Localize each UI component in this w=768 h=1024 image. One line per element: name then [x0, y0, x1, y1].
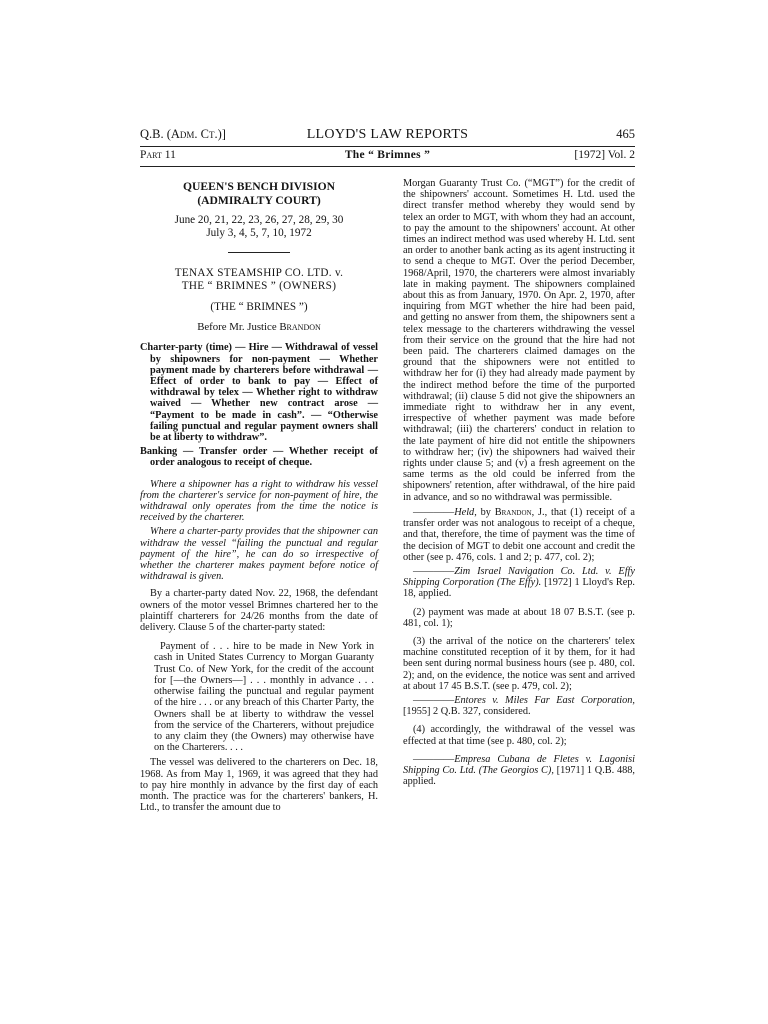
cited-case: Entores v. Miles Far East Corporation, — [454, 694, 635, 706]
part-label: Part 11 — [140, 149, 176, 161]
court-line-2: (ADMIRALTY COURT) — [197, 193, 321, 207]
cited-reference: [1971] 1 Q.B. 488, applied. — [403, 764, 635, 788]
holding-point: (4) accordingly, the withdrawal of the vessel was effected at that time (see p. 480, col. 2); — [403, 724, 635, 747]
facts-paragraph: The vessel was delivered to the charterers on Dec. 18, 1968. As from May 1, 1969, it was agreed that they had to pay hire monthly in advance by the first day of each month. The practice was for the charterers' bankers, H. Ltd., to transfer the amount due to — [140, 757, 378, 814]
report-title: LLOYD'S LAW REPORTS — [306, 127, 469, 142]
held-label: Held — [454, 506, 475, 518]
holding-point: (3) the arrival of the notice on the charterers' telex machine constituted reception of it by them, for it had been sent during normal business hours (see p. 480, col. 2); and, on the evidence, the notice was sent and arrived at about 17 45 B.S.T. (see p. 479, col. 2); — [403, 635, 635, 692]
year-volume: [1972] Vol. 2 — [574, 149, 635, 161]
dash: ———— — [413, 753, 455, 765]
clause-quote: Payment of . . . hire to be made in New York in cash in United States Currency to Morgan Guaranty Trust Co. of New York, for the credit of the account for [—the Owners—] . . . monthly in advance . . . otherwise failing the punctual and regular payment of the hire . . . or any breach of this Charter Party, the Owners shall be at liberty to withdraw the vessel from the service of the Charterers, without prejudice to any claim they (the Owners) may otherwise have on the Charterers. . . . — [154, 641, 374, 754]
headnote-paragraph: Where a charter-party provides that the shipowner can withdraw the vessel “failing the punctual and regular payment of the hire”, he can do so irrespective of whether the charterer makes payment before notice of withdrawal is given. — [140, 526, 378, 583]
citation — [403, 566, 635, 600]
cited-case: Zim Israel Navigation Co. Ltd. v. Effy Shipping Corporation (The Effy). — [403, 565, 635, 589]
cited-reference: [1972] 1 Lloyd's Rep. 18, applied. — [403, 577, 635, 600]
catchword-banking: Banking — Transfer order — Whether receipt of order analogous to receipt of cheque. — [140, 446, 378, 469]
left-column — [140, 178, 378, 816]
facts-paragraph: Morgan Guaranty Trust Co. (“MGT”) for the credit of the shipowners' account. Sometimes H. Ltd. used the direct transfer method whereby they would send by telex an order to MGT, with whom they had an account, to pay the amount to the shipowners' account. At other times an indirect method was used whereby H. Ltd. sent an order to another bank acting as its agent instructing it to send a cheque to MGT. Over the period December, 1968/April, 1970, the charterers were almost invariably late in making payment. The shipowners complained about this as from January, 1970. On Apr. 2, 1970, after inquiring from MGT whether the hire had been paid, and getting no answer from them, the shipowners sent a telex message to the charterers withdrawing the vessel from their service on the ground that the hire had not been paid. The charterers claimed damages on the ground that the shipowners were not entitled to withdraw her for (i) they had already made payment by the indirect method before the time of the purported withdrawal; (ii) clause 5 did not give the shipowners an immediate right to withdraw her in any event, irrespective of whether payment was made before withdrawal; (iii) the charterers' conduct in relation to the late payment of hire did not entitle the shipowners to withdraw her; (iv) the shipowners had waived their rights under clause 5; and (v) a fresh agreement on the same terms as the old could be inferred from the shipowners' retention, after withdrawal, of the hire paid in advance, and so no withdrawal was permissible. — [403, 178, 635, 503]
cited-case: Empresa Cubana de Fletes v. Lagonisi Shipping Co. Ltd. (The Georgios C), — [403, 753, 635, 776]
page-number: 465 — [616, 127, 635, 141]
divider — [228, 252, 290, 253]
parties-line-2: THE “ BRIMNES ” (OWNERS) — [181, 280, 337, 292]
parties — [140, 267, 378, 293]
subheader-rule — [140, 166, 635, 167]
parties-line-1: TENAX STEAMSHIP CO. LTD. v. — [174, 267, 344, 279]
dash: ———— — [413, 565, 455, 577]
court-title — [140, 180, 378, 207]
dash: ———— — [413, 694, 455, 706]
judge-name: Brandon — [279, 321, 321, 334]
held-paragraph — [403, 507, 635, 563]
dash: ———— — [413, 506, 455, 518]
facts-paragraph: By a charter-party dated Nov. 22, 1968, the defendant owners of the motor vessel Brimnes chartered her to the plaintiff charterers for 24/26 months from the date of delivery. Clause 5 of the charter-party stated: — [140, 588, 378, 634]
before-judge — [140, 322, 378, 333]
hearing-dates — [140, 214, 378, 240]
header-rule — [140, 146, 635, 147]
dates-line-2: July 3, 4, 5, 7, 10, 1972 — [206, 227, 312, 239]
citation — [403, 754, 635, 788]
before-prefix: Before Mr. Justice — [197, 321, 280, 334]
held-by: , by — [474, 506, 495, 518]
court-line-1: QUEEN'S BENCH DIVISION — [182, 180, 336, 193]
citation — [403, 695, 635, 717]
headnote-paragraph: Where a shipowner has a right to withdraw his vessel from the charterer's service for non-payment of hire, the withdrawal only operates from the time the notice is received by the charterer. — [140, 478, 378, 524]
case-name: The “ Brimnes ” — [344, 149, 431, 161]
running-header — [140, 127, 635, 145]
held-judge: Brandon — [494, 506, 532, 518]
vessel-name: (THE “ BRIMNES ”) — [210, 301, 308, 313]
holding-point: (2) payment was made at about 18 07 B.S.T. (see p. 481, col. 1); — [403, 606, 635, 629]
dates-line-1: June 20, 21, 22, 23, 26, 27, 28, 29, 30 — [174, 214, 344, 226]
right-column — [403, 178, 635, 790]
cited-reference: [1955] 2 Q.B. 327, considered. — [403, 706, 531, 718]
held-text: , J., that (1) receipt of a transfer order was not analogous to receipt of a cheque, and that, therefore, the time of payment was the time of the decision of MGT to debit one account and credit the other (see p. 476, cols. 1 and 2; p. 477, col. 2); — [403, 506, 635, 563]
running-subheader — [140, 149, 635, 165]
court-abbreviation: Q.B. (Adm. Ct.)] — [140, 127, 226, 141]
catchword-charter-party: Charter-party (time) — Hire — Withdrawal of vessel by shipowners for non-payment — Whether payment made by charterers before withdrawal — Effect of order to bank to pay — Effect of withdrawal by telex — Whether right to withdraw waived — Whether new contract arose — “Payment to be made in cash”. — “Otherwise failing punctual and regular payment owners shall be at liberty to withdraw”. — [140, 342, 378, 444]
